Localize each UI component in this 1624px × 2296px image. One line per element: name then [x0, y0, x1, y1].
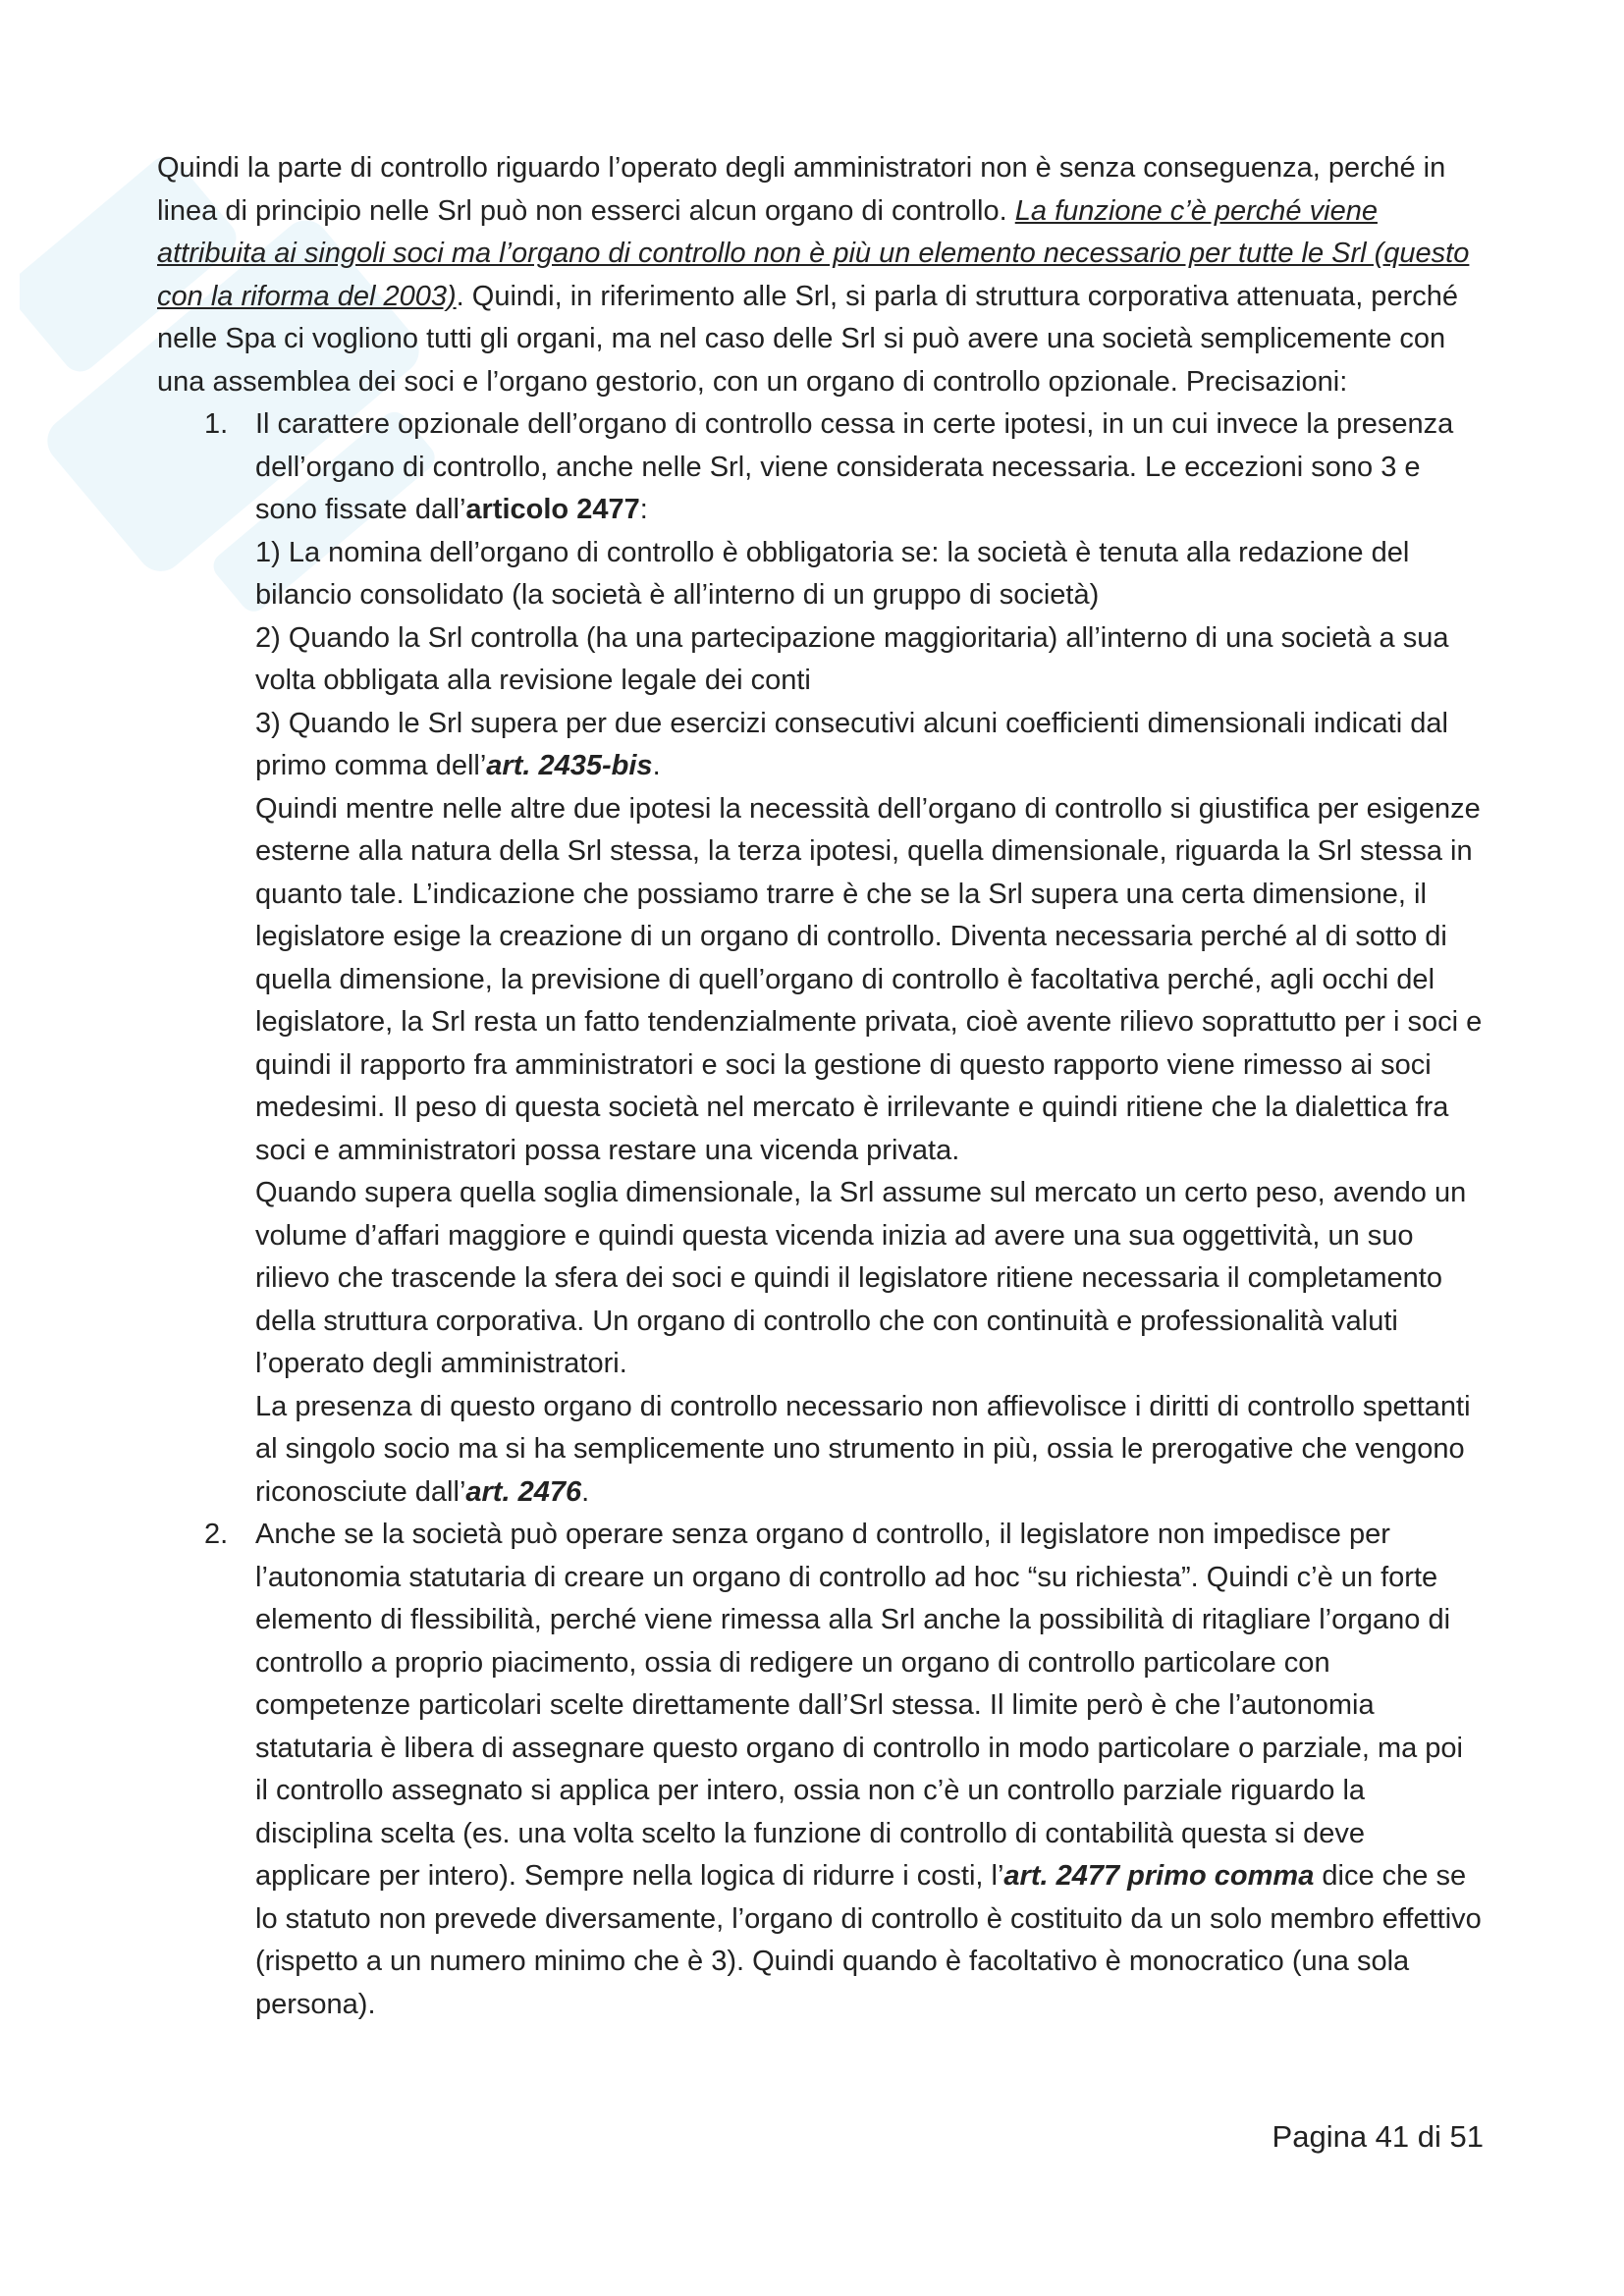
exception-2: 2) Quando la Srl controlla (ha una partecipazione maggioritaria) all’interno di una società a sua volta obbligata alla revisione legale dei conti — [255, 621, 1449, 696]
page-number: Pagina 41 di 51 — [1272, 2119, 1484, 2154]
underlined-note: La funzione c’è perché viene attribuita ai singoli soci ma l’organo di controllo non è più un elemento necessario per tutte le Srl (questo con la riforma del 2003) — [157, 194, 1470, 312]
article-reference: articolo 2477 — [465, 494, 640, 525]
intro-paragraph: Quindi la parte di controllo riguardo l’operato degli amministratori non è senza conseguenza, perché in linea di principio nelle Srl può non esserci alcun organo di controllo. La funzione c’è perché viene attribuita ai singoli soci ma l’organo di controllo non è più un elemento necessario per tutte le Srl (questo con la riforma del 2003). Quindi, in riferimento alle Srl, si parla di struttura corporativa attenuata, perché nelle Spa ci vogliono tutti gli organi, ma nel caso delle Srl si può avere una società semplicemente con una assemblea dei soci e l’organo gestorio, con un organo di controllo opzionale. Precisazioni: — [157, 152, 1470, 398]
list-number: 1. — [204, 408, 229, 440]
paragraph: Quando supera quella soglia dimensionale, la Srl assume sul mercato un certo peso, avendo un volume d’affari maggiore e quindi questa vicenda inizia ad avere una sua oggettività, un suo rilievo che trascende la sfera dei soci e quindi il legislatore ritiene necessaria il completamento della struttura corporativa. Un organo di controllo che con continuità e professionalità valuti l’operato degli amministratori. — [255, 1177, 1467, 1379]
article-reference: art. 2477 primo comma — [1003, 1860, 1315, 1892]
document-body — [157, 147, 1483, 2026]
exception-1: 1) La nomina dell’organo di controllo è obbligatoria se: la società è tenuta alla redazione del bilancio consolidato (la società è all’interno di un gruppo di società) — [255, 536, 1410, 611]
list-item — [157, 1514, 1483, 2026]
precisazioni-list — [157, 403, 1483, 2026]
article-reference: art. 2476 — [465, 1475, 582, 1508]
paragraph: Quindi mentre nelle altre due ipotesi la necessità dell’organo di controllo si giustifica per esigenze esterne alla natura della Srl stessa, la terza ipotesi, quella dimensionale, riguarda la Srl stessa in quanto tale. L’indicazione che possiamo trarre è che se la Srl supera una certa dimensione, il legislatore esige la creazione di un organo di controllo. Diventa necessaria perché al di sotto di quella dimensione, la previsione di quell’organo di controllo è facoltativa perché, agli occhi del legislatore, la Srl resta un fatto tendenzialmente privata, cioè avente rilievo soprattutto per i soci e quindi il rapporto fra amministratori e soci la gestione di questo rapporto viene rimesso ai soci medesimi. Il peso di questa società nel mercato è irrilevante e quindi ritiene che la dialettica fra soci e amministratori possa restare una vicenda privata. — [255, 792, 1483, 1166]
paragraph: Il carattere opzionale dell’organo di controllo cessa in certe ipotesi, in un cui invece la presenza dell’organo di controllo, anche nelle Srl, viene considerata necessaria. Le eccezioni sono 3 e sono fissate dall’articolo 2477: — [255, 408, 1454, 525]
list-number: 2. — [204, 1519, 229, 1550]
paragraph: La presenza di questo organo di controllo necessario non affievolisce i diritti di controllo spettanti al singolo socio ma si ha semplicemente uno strumento in più, ossia le prerogative che vengono riconosciute dall’art. 2476. — [255, 1390, 1471, 1508]
list-item — [157, 403, 1483, 1514]
exception-3: 3) Quando le Srl supera per due esercizi consecutivi alcuni coefficienti dimensionali indicati dal primo comma dell’art. 2435-bis. — [255, 707, 1448, 781]
paragraph: Anche se la società può operare senza organo d controllo, il legislatore non impedisce per l’autonomia statutaria di creare un organo di controllo ad hoc “su richiesta”. Quindi c’è un forte elemento di flessibilità, perché viene rimessa alla Srl anche la possibilità di ritagliare l’organo di controllo a proprio piacimento, ossia di redigere un organo di controllo particolare con competenze particolari scelte direttamente dall’Srl stessa. Il limite però è che l’autonomia statutaria è libera di assegnare questo organo di controllo in modo particolare o parziale, ma poi il controllo assegnato si applica per intero, ossia non c’è un controllo parziale riguardo la disciplina scelta (es. una volta scelto la funzione di controllo di contabilità questa si deve applicare per intero). Sempre nella logica di ridurre i costi, l’art. 2477 primo comma dice che se lo statuto non prevede diversamente, l’organo di controllo è costituito da un solo membro effettivo (rispetto a un numero minimo che è 3). Quindi quando è facoltativo è monocratico (una sola persona). — [255, 1519, 1482, 2020]
article-reference: art. 2435-bis — [486, 750, 653, 781]
